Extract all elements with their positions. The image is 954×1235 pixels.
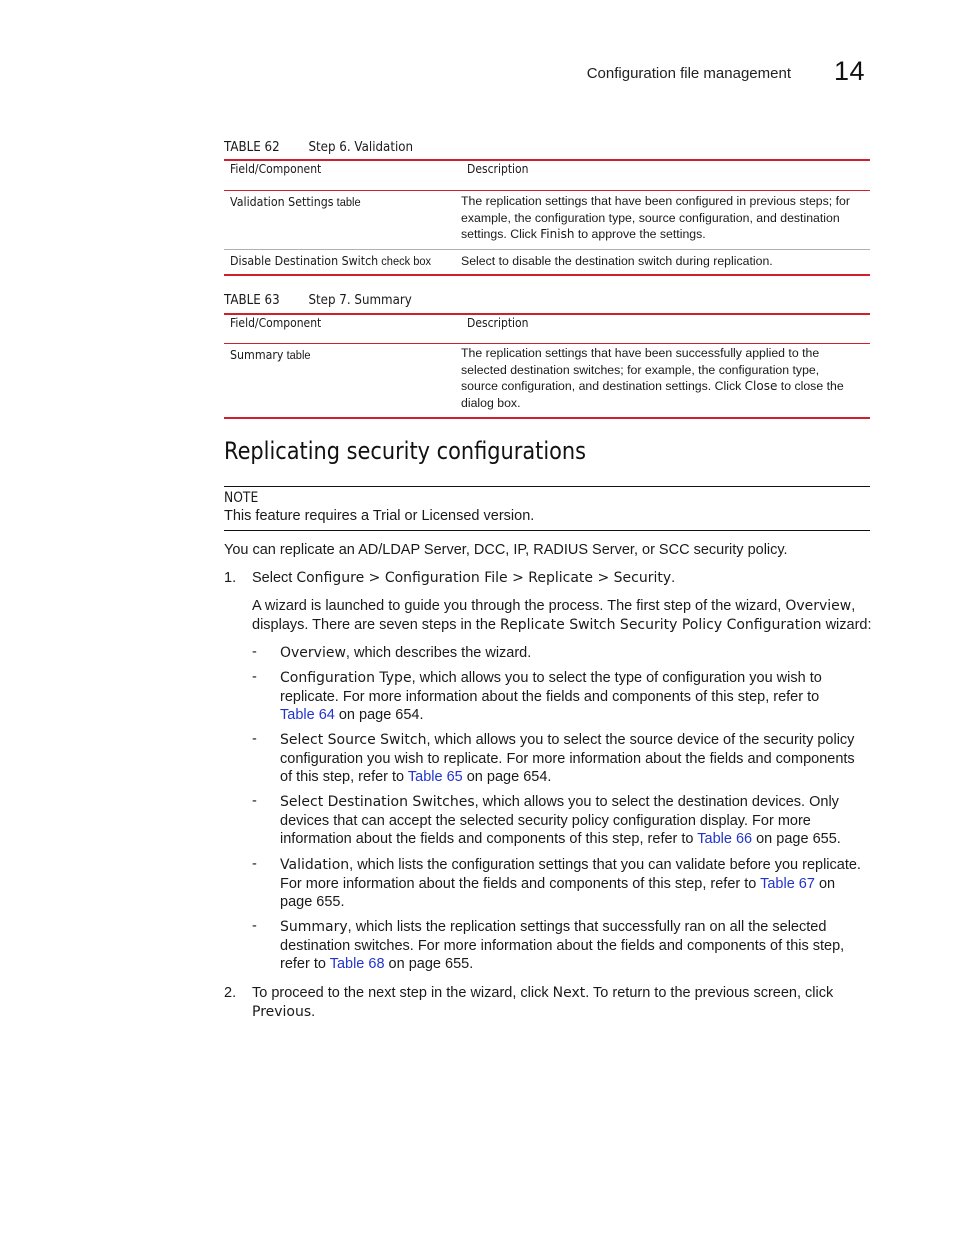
table-number: TABLE 63 [224,292,280,308]
table-title: Step 7. Summary [308,292,412,308]
table-bottom-rule [224,274,870,276]
chapter-number: 14 [833,56,865,86]
table-title: Step 6. Validation [308,139,414,155]
running-section-title: Configuration file management [586,65,791,82]
table-top-rule [224,159,870,161]
table-63 [224,316,870,344]
intro-paragraph: You can replicate an AD/LDAP Server, DCC, IP, RADIUS Server, or SCC security policy. [224,542,788,558]
table-number: TABLE 62 [224,139,280,155]
bullet-dash: - [252,731,257,747]
bullet-select-source-switch: Select Source Switch, which allows you to select the source device of the security policy configuration you wish to replicate. For more information about the fields and components of this step, refer to Table 65 on page 654. [280,732,855,786]
table-row-summary-field: Summary table [230,348,311,362]
table-row-summary-description: The replication settings that have been successfully applied to the selected destination switches; for example, the configuration type, source configuration, and destination settings. Click Close to close the dialog box. [461,346,844,410]
bullet-dash: - [252,793,257,809]
step-2-number: 2. [224,985,237,1001]
note-text: This feature requires a Trial or Licensed version. [224,508,535,524]
bullet-dash: - [252,918,257,934]
bullet-dash: - [252,856,257,872]
col-header-field: Field/Component [230,162,322,176]
section-title: Replicating security configurations [224,437,587,465]
table-62 [224,162,870,190]
col-header-description: Description [467,162,529,176]
table-63-caption [224,292,412,308]
table-67-link[interactable]: Table 67 [760,875,815,892]
table-header-rule [224,343,870,344]
col-header-description: Description [467,316,529,330]
table-row-validation-settings-description: The replication settings that have been configured in previous steps; for example, the configuration type, source configuration, and destination settings. Click Finish to approve the settings. [461,194,850,241]
bullet-dash: - [252,644,257,660]
table-66-link[interactable]: Table 66 [697,831,753,848]
table-row-validation-settings-field: Validation Settings table [230,195,361,209]
bullet-summary: Summary, which lists the replication settings that successfully ran on all the selected destination switches. For more information about the fields and components of this step, refer to Table 68 on page 655. [280,919,845,973]
menu-path: Configure > Configuration File > Replicate > Security [296,570,672,586]
table-top-rule [224,313,870,315]
table-bottom-rule [224,417,870,419]
bullet-configuration-type: Configuration Type, which allows you to select the type of configuration you wish to replicate. For more information about the fields and components of this step, refer to Table 64 on page 654. [280,670,822,724]
bullet-select-destination-switches: Select Destination Switches, which allows you to select the destination devices. Only devices that can accept the selected security policy configuration display. For more information about the fields and components of this step, refer to Table 66 on page 655. [280,794,841,848]
bullet-validation: Validation, which lists the configuration settings that you can validate before you replicate. For more information about the fields and components of this step, refer to Table 67 on page 655. [280,857,861,911]
table-header-row [224,316,870,344]
bullet-overview: Overview, which describes the wizard. [280,645,532,661]
table-header-rule [224,190,870,191]
bullet-dash: - [252,669,257,685]
step-1-paragraph: A wizard is launched to guide you through the process. The first step of the wizard, Overview, displays. There are seven steps in the Replicate Switch Security Policy Configuration wizard: [252,598,872,633]
step-2-text: To proceed to the next step in the wizard, click Next. To return to the previous screen, click Previous. [252,985,834,1020]
table-header-row [224,162,870,190]
table-row-disable-destination-field: Disable Destination Switch check box [230,254,432,268]
page-header [0,56,954,92]
table-65-link[interactable]: Table 65 [407,769,463,786]
table-row-divider [224,249,870,250]
table-64-link[interactable]: Table 64 [280,707,335,724]
table-62-caption [224,139,413,155]
step-1-text: Select Configure > Configuration File > Replicate > Security. [252,570,676,586]
col-header-field: Field/Component [230,316,322,330]
table-68-link[interactable]: Table 68 [329,956,385,973]
step-1-number: 1. [224,570,237,586]
table-row-disable-destination-description: Select to disable the destination switch during replication. [461,254,773,268]
note-box [224,486,870,531]
note-label: NOTE [224,490,259,506]
